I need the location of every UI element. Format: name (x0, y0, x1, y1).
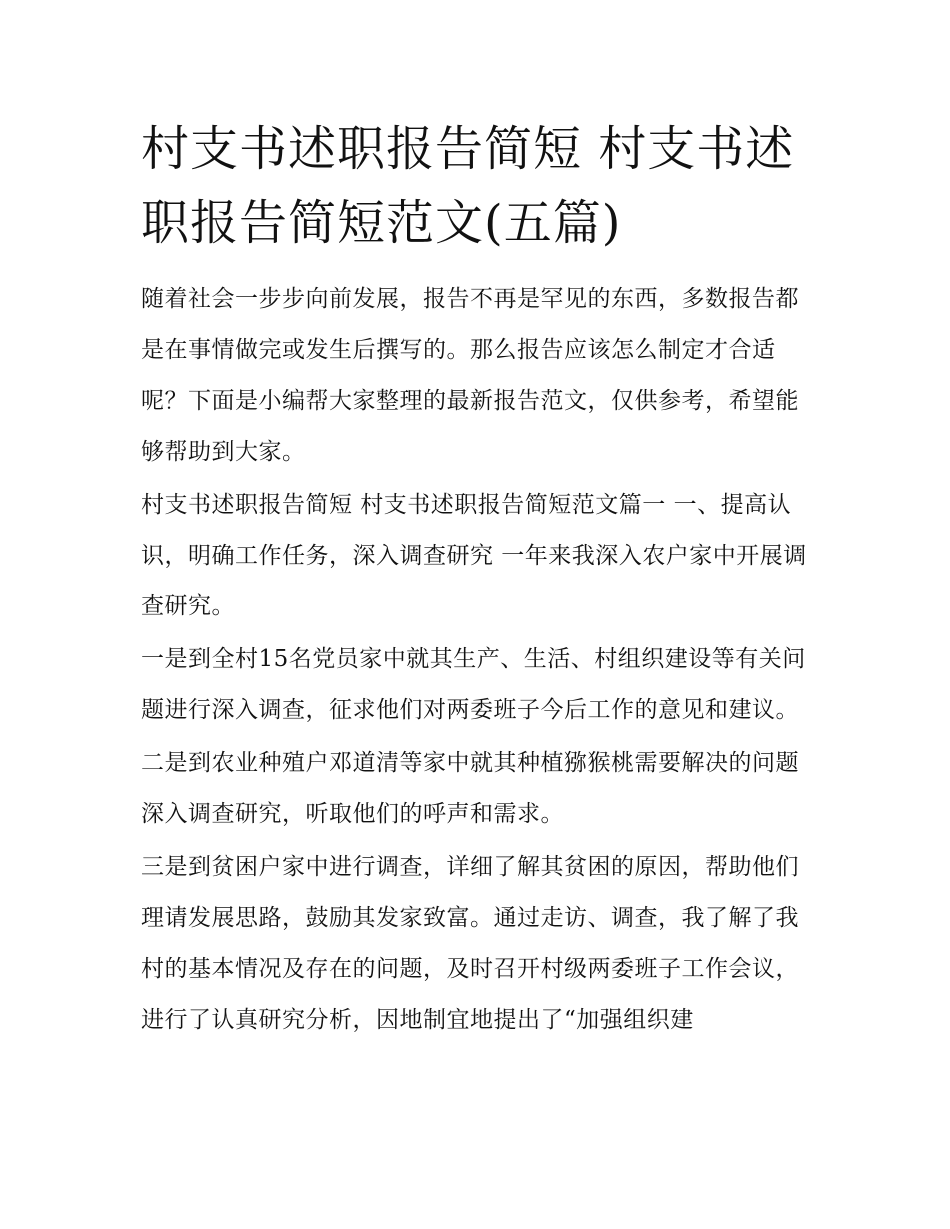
paragraph-point-two: 二是到农业种殖户邓道清等家中就其种植猕猴桃需要解决的问题深入调查研究，听取他们的呼声和需求。 (141, 750, 799, 828)
paragraph-intro: 随着社会一步步向前发展，报告不再是罕见的东西，多数报告都是在事情做完或发生后撰写的。那么报告应该怎么制定才合适呢？下面是小编帮大家整理的最新报告范文，仅供参考，希望能够帮助到大家。 (141, 286, 799, 465)
paragraph-point-three: 三是到贫困户家中进行调查，详细了解其贫困的原因，帮助他们理请发展思路，鼓励其发家致富。通过走访、调查，我了解了我村的基本情况及存在的问题，及时召开村级两委班子工作会议，进行了认真研究分析，因地制宜地提出了“加强组织建 (141, 853, 799, 1033)
document-body (141, 112, 811, 1048)
document-title: 村支书述职报告简短 村支书述职报告简短范文(五篇) (141, 121, 795, 251)
paragraph-point-one: 一是到全村15名党员家中就其生产、生活、村组织建设等有关问题进行深入调查，征求他们对两委班子今后工作的意见和建议。 (141, 646, 806, 724)
paragraph-section-one: 村支书述职报告简短 村支书述职报告简短范文篇一 一、提高认识，明确工作任务，深入调查研究 一年来我深入农户家中开展调查研究。 (141, 491, 807, 620)
